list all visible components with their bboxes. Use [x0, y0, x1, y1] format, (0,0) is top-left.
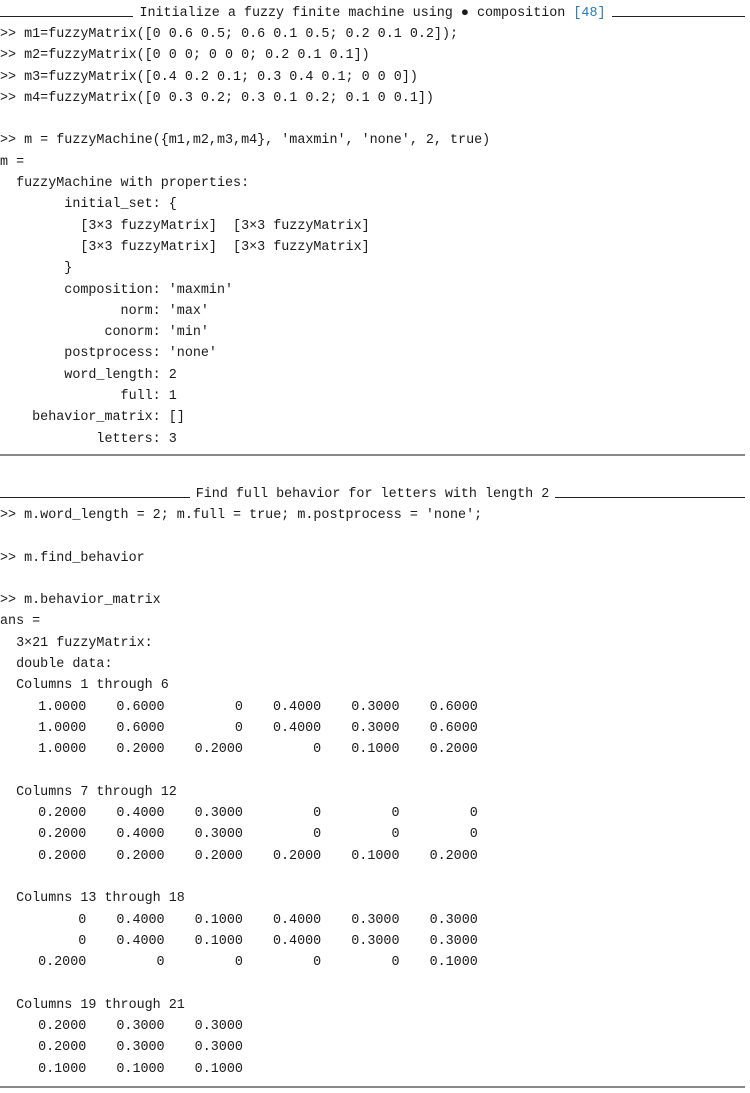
code-line: norm: 'max' — [0, 303, 209, 319]
matrix-cell: 0.2000 — [38, 827, 87, 843]
row-indent — [0, 1037, 8, 1058]
title-rule-right — [555, 497, 745, 498]
matrix-cell: 0.3000 — [116, 1040, 165, 1056]
matrix-cell: 0.3000 — [116, 1019, 165, 1035]
matrix-cell: 0.2000 — [429, 742, 478, 758]
code-line: >> m1=fuzzyMatrix([0 0.6 0.5; 0.6 0.1 0.5; 0.2 0.1 0.2]); — [0, 27, 459, 42]
matrix-cell: 0 — [313, 827, 322, 843]
code-line: conorm: 'min' — [0, 325, 209, 341]
code-line: double data: — [0, 657, 113, 673]
matrix-cell: 0.3000 — [351, 699, 400, 715]
code-line: initial_set: { — [0, 197, 177, 213]
column-group — [0, 995, 745, 1080]
code-lines — [0, 24, 745, 450]
matrix-cell: 0 — [469, 806, 478, 822]
row-indent — [0, 718, 8, 739]
matrix-cell: 0.1000 — [194, 1061, 243, 1077]
matrix-cell: 0.4000 — [116, 912, 165, 928]
matrix-cell: 0 — [234, 699, 243, 715]
matrix-cell: 0.4000 — [116, 806, 165, 822]
matrix-cell: 0 — [78, 933, 87, 949]
code-line: 3×21 fuzzyMatrix: — [0, 635, 153, 651]
matrix-cell: 1.0000 — [38, 742, 87, 758]
matrix-cell: 0.6000 — [116, 699, 165, 715]
matrix-cell: 0.4000 — [272, 720, 322, 736]
code-line: } — [0, 261, 73, 277]
matrix-cell: 0.3000 — [194, 1019, 243, 1035]
matrix-cell: 0.2000 — [116, 848, 165, 864]
listing-end-rule — [0, 454, 745, 456]
matrix-row — [0, 803, 745, 824]
matrix-cell: 0.1000 — [194, 912, 243, 928]
code-line: >> m.word_length = 2; m.full = true; m.postprocess = 'none'; — [0, 508, 483, 523]
code-line: ans = — [0, 614, 41, 630]
matrix-cell: 0.4000 — [116, 933, 165, 949]
listing-title-text: Initialize a fuzzy finite machine using ● composition — [139, 6, 574, 21]
matrix-cell: 0 — [234, 720, 243, 736]
code-line: >> m3=fuzzyMatrix([0.4 0.2 0.1; 0.3 0.4 0.1; 0 0 0]) — [0, 69, 418, 85]
code-line: word_length: 2 — [0, 367, 177, 383]
column-group — [0, 782, 745, 888]
matrix-cell: 0.2000 — [272, 848, 322, 864]
matrix-cell: 0 — [391, 827, 400, 843]
matrix-cell: 0.1000 — [351, 848, 400, 864]
blank-line — [0, 761, 745, 782]
matrix-cell: 0.2000 — [429, 848, 478, 864]
matrix-cell: 0.2000 — [38, 848, 87, 864]
code-line: m = — [0, 154, 25, 170]
matrix-cell: 0.3000 — [194, 827, 243, 843]
matrix-cell: 0.6000 — [429, 720, 478, 736]
matrix-cell: 0.6000 — [116, 720, 165, 736]
code-line: [3×3 fuzzyMatrix] [3×3 fuzzyMatrix] — [0, 239, 370, 255]
matrix-cell: 0 — [313, 955, 322, 971]
matrix-cell: 0.1000 — [194, 933, 243, 949]
code-line: composition: 'maxmin' — [0, 282, 234, 298]
matrix-cell: 0.1000 — [429, 955, 478, 971]
matrix-cell: 0.3000 — [429, 912, 478, 928]
row-indent — [0, 803, 8, 824]
matrix-cell: 1.0000 — [38, 699, 87, 715]
code-line: >> m2=fuzzyMatrix([0 0 0; 0 0 0; 0.2 0.1 0.1]) — [0, 48, 370, 64]
matrix-row — [0, 846, 745, 867]
matrix-cell: 0.3000 — [194, 1040, 243, 1056]
matrix-cell: 0.3000 — [429, 933, 478, 949]
column-group-label: Columns 7 through 12 — [0, 784, 177, 800]
code-listing-initialize — [0, 3, 745, 456]
listing-end-rule — [0, 1086, 745, 1088]
matrix-row — [0, 739, 745, 760]
row-indent — [0, 931, 8, 952]
matrix-cell: 0.2000 — [38, 806, 87, 822]
matrix-cell: 0.2000 — [194, 848, 243, 864]
matrix-row — [0, 697, 745, 718]
matrix-cell: 0.6000 — [429, 699, 478, 715]
row-indent — [0, 697, 8, 718]
matrix-cell: 0.4000 — [272, 912, 322, 928]
listing-title-bar — [0, 3, 745, 24]
matrix-row — [0, 718, 745, 739]
row-indent — [0, 739, 8, 760]
matrix-cell: 0.4000 — [116, 827, 165, 843]
matrix-cell: 0.2000 — [38, 955, 87, 971]
matrix-cell: 0.2000 — [194, 742, 243, 758]
matrix-cell: 0.4000 — [272, 933, 322, 949]
listing-title-bar — [0, 484, 745, 505]
code-line: >> m.find_behavior — [0, 550, 145, 566]
matrix-cell: 0.4000 — [272, 699, 322, 715]
matrix-row — [0, 1037, 745, 1058]
matrix-cell: 0.1000 — [351, 742, 400, 758]
code-line: [3×3 fuzzyMatrix] [3×3 fuzzyMatrix] — [0, 218, 370, 234]
code-line — [0, 569, 745, 590]
listing-title: Find full behavior for letters with length 2 — [195, 487, 550, 502]
matrix-cell: 0.1000 — [38, 1061, 87, 1077]
code-line: behavior_matrix: [] — [0, 410, 185, 426]
row-indent — [0, 824, 8, 845]
citation-link[interactable]: [48] — [573, 6, 606, 21]
column-group-label: Columns 19 through 21 — [0, 997, 185, 1013]
matrix-row — [0, 1059, 745, 1080]
matrix-cell: 0 — [469, 827, 478, 843]
blank-line — [0, 867, 745, 888]
matrix-cell: 0.3000 — [351, 933, 400, 949]
matrix-row — [0, 952, 745, 973]
matrix-cell: 1.0000 — [38, 720, 87, 736]
matrix-output — [0, 675, 745, 1080]
matrix-cell: 0 — [78, 912, 87, 928]
title-rule-left — [0, 16, 133, 17]
code-line: >> m = fuzzyMachine({m1,m2,m3,m4}, 'maxmin', 'none', 2, true) — [0, 133, 491, 149]
code-line: postprocess: 'none' — [0, 346, 217, 362]
matrix-row — [0, 931, 745, 952]
column-group — [0, 675, 745, 781]
listing-title — [133, 6, 611, 21]
matrix-row — [0, 910, 745, 931]
row-indent — [0, 1016, 8, 1037]
code-line: >> m.behavior_matrix — [0, 593, 161, 609]
blank-line — [0, 974, 745, 995]
matrix-cell: 0 — [391, 955, 400, 971]
row-indent — [0, 952, 8, 973]
title-rule-left — [0, 497, 190, 498]
title-rule-right — [612, 16, 745, 17]
matrix-cell: 0 — [234, 955, 243, 971]
matrix-cell: 0.3000 — [351, 912, 400, 928]
code-line: full: 1 — [0, 389, 177, 405]
matrix-cell: 0 — [156, 955, 165, 971]
code-line — [0, 526, 745, 547]
code-line: >> m4=fuzzyMatrix([0 0.3 0.2; 0.3 0.1 0.2; 0.1 0 0.1]) — [0, 90, 434, 106]
matrix-cell: 0 — [391, 806, 400, 822]
matrix-cell: 0 — [313, 806, 322, 822]
code-lines — [0, 505, 745, 675]
row-indent — [0, 846, 8, 867]
matrix-cell: 0.2000 — [38, 1040, 87, 1056]
column-group-label: Columns 13 through 18 — [0, 891, 185, 907]
row-indent — [0, 910, 8, 931]
matrix-row — [0, 824, 745, 845]
column-group-label: Columns 1 through 6 — [0, 678, 169, 694]
matrix-cell: 0.2000 — [38, 1019, 87, 1035]
matrix-cell: 0.1000 — [116, 1061, 165, 1077]
code-line — [0, 109, 745, 130]
matrix-cell: 0.3000 — [351, 720, 400, 736]
matrix-row — [0, 1016, 745, 1037]
matrix-cell: 0 — [313, 742, 322, 758]
code-listing-behavior — [0, 484, 745, 1088]
matrix-cell: 0.3000 — [194, 806, 243, 822]
code-line: fuzzyMachine with properties: — [0, 176, 250, 192]
matrix-cell: 0.2000 — [116, 742, 165, 758]
column-group — [0, 888, 745, 994]
code-line: letters: 3 — [0, 431, 177, 447]
row-indent — [0, 1059, 8, 1080]
